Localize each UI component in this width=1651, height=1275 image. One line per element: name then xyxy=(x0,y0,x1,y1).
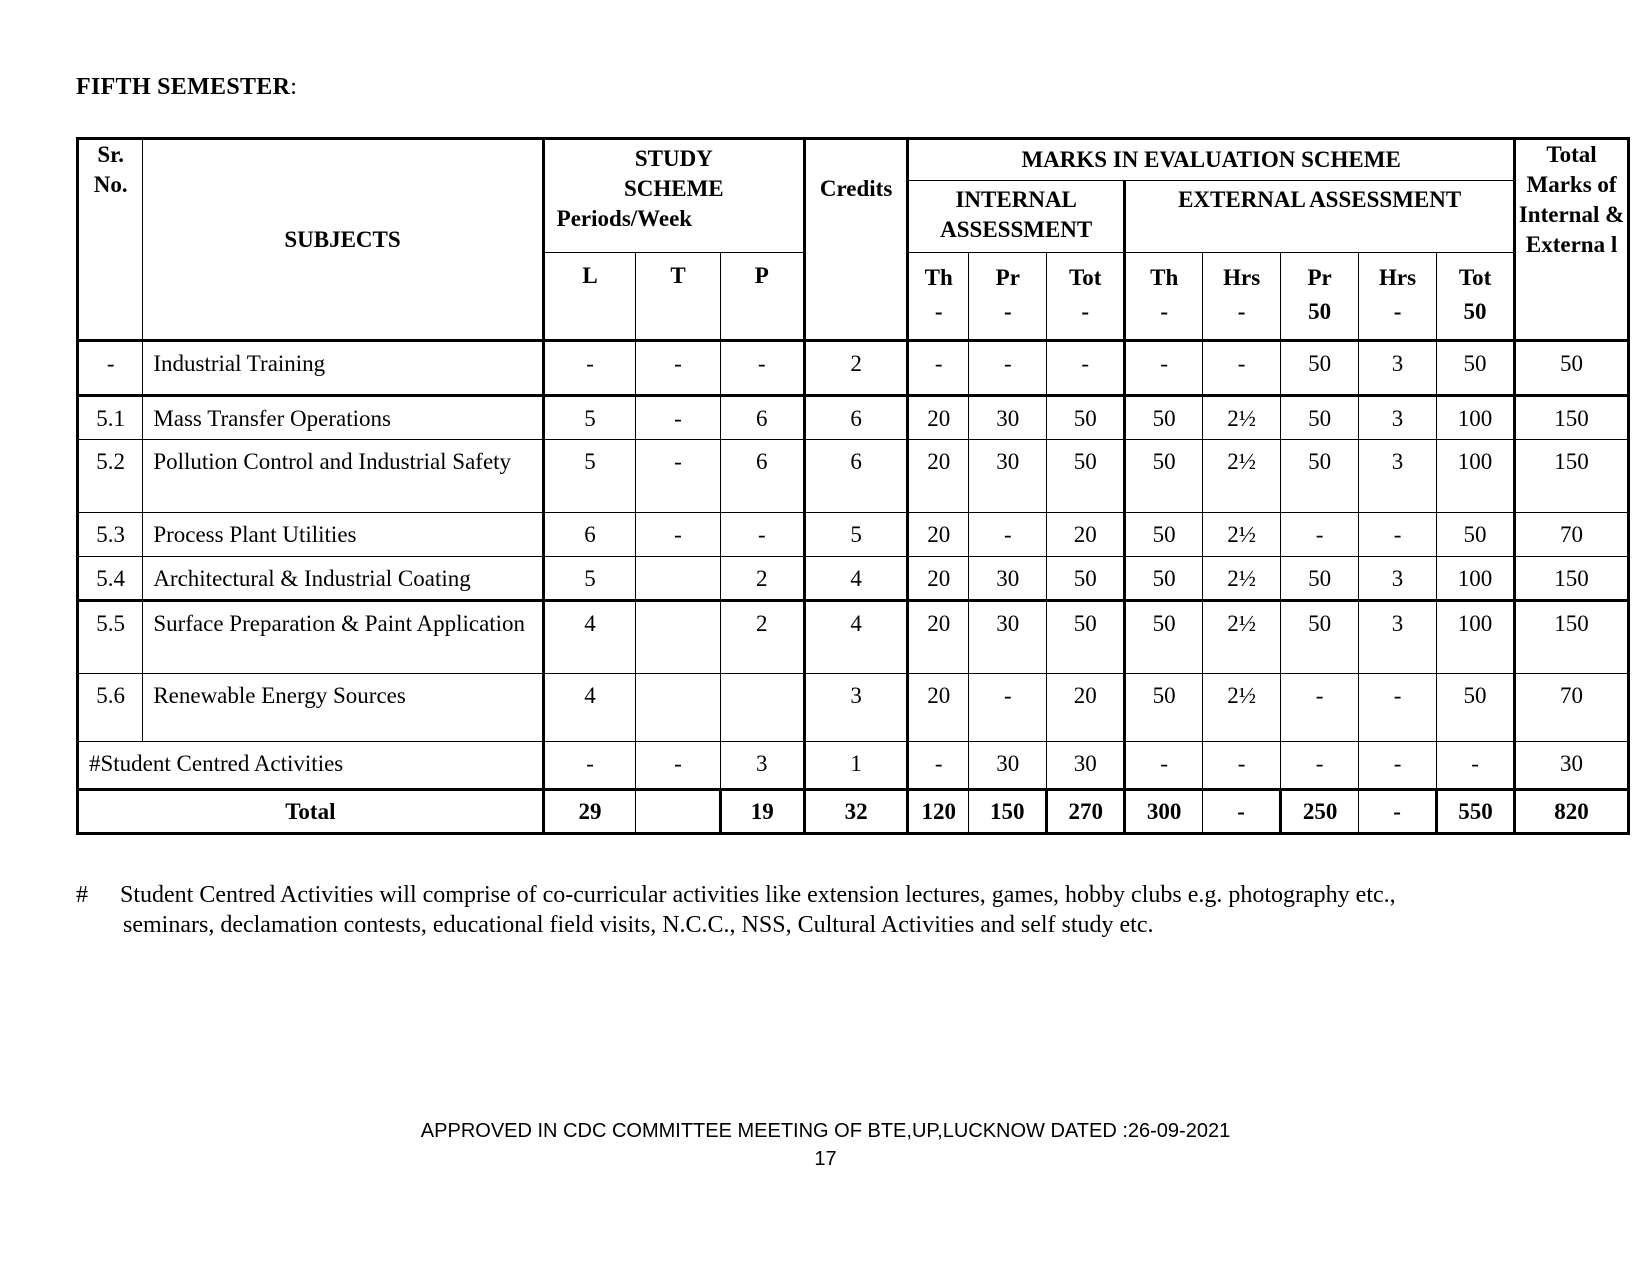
cell-sr: - xyxy=(78,341,143,396)
header-external-hrs-2 xyxy=(1359,253,1437,341)
footnote xyxy=(76,880,1556,940)
cell-p: 19 xyxy=(720,790,804,834)
cell-ext-tot: 100 xyxy=(1437,396,1515,440)
cell-t: - xyxy=(636,513,720,557)
header-internal-tot xyxy=(1047,253,1125,341)
footnote-line1: Student Centred Activities will comprise of co-curricular activities like extension lectures, games, hobby clubs e.g. photography etc., xyxy=(120,882,1396,908)
table-row xyxy=(78,557,1629,601)
cell-ext-th: 300 xyxy=(1125,790,1203,834)
cell-credits: 5 xyxy=(804,513,907,557)
cell-l: 4 xyxy=(543,601,636,674)
cell-ext-hrs2: - xyxy=(1359,674,1437,742)
header-external-hrs-max: - xyxy=(1237,299,1246,324)
cell-t xyxy=(636,674,720,742)
cell-subject: Surface Preparation & Paint Application xyxy=(143,601,543,674)
cell-ext-hrs: - xyxy=(1203,742,1281,790)
footnote-marker: # xyxy=(76,882,88,908)
semester-title: FIFTH SEMESTER xyxy=(76,74,291,100)
cell-sr: 5.6 xyxy=(78,674,143,742)
cell-p: 2 xyxy=(720,601,804,674)
cell-credits: 3 xyxy=(804,674,907,742)
cell-sr: 5.5 xyxy=(78,601,143,674)
cell-total-label: Total xyxy=(78,790,544,834)
cell-l: 6 xyxy=(543,513,636,557)
cell-subject: Process Plant Utilities xyxy=(143,513,543,557)
cell-ext-hrs: 2½ xyxy=(1203,440,1281,513)
header-internal-pr xyxy=(969,253,1047,341)
cell-total: 70 xyxy=(1515,513,1629,557)
cell-p: - xyxy=(720,341,804,396)
cell-t: - xyxy=(636,396,720,440)
header-external-hrs xyxy=(1203,253,1281,341)
cell-total: 150 xyxy=(1515,396,1629,440)
header-subjects: SUBJECTS xyxy=(143,139,543,341)
cell-sr: 5.2 xyxy=(78,440,143,513)
cell-ext-pr: 250 xyxy=(1281,790,1359,834)
heading-colon: : xyxy=(290,74,298,100)
cell-int-pr: - xyxy=(969,513,1047,557)
cell-ext-hrs: 2½ xyxy=(1203,674,1281,742)
header-external-hrs2-max: - xyxy=(1393,299,1402,324)
header-external-th xyxy=(1125,253,1203,341)
cell-total: 150 xyxy=(1515,601,1629,674)
cell-ext-hrs: - xyxy=(1203,341,1281,396)
cell-l: 5 xyxy=(543,396,636,440)
cell-ext-pr: - xyxy=(1281,742,1359,790)
header-external-pr-max: 50 xyxy=(1308,299,1332,324)
cell-t xyxy=(636,557,720,601)
cell-ext-hrs2: 3 xyxy=(1359,601,1437,674)
table-row xyxy=(78,341,1629,396)
table-body xyxy=(78,341,1629,834)
cell-ext-th: 50 xyxy=(1125,513,1203,557)
header-sr-no: Sr. No. xyxy=(78,139,143,341)
header-external-pr xyxy=(1281,253,1359,341)
cell-int-pr: 30 xyxy=(969,557,1047,601)
cell-int-tot: 30 xyxy=(1047,742,1125,790)
footnote-line2: seminars, declamation contests, educational field visits, N.C.C., NSS, Cultural Activities and self study etc. xyxy=(123,912,1154,938)
header-p: P xyxy=(720,253,804,341)
cell-int-th: - xyxy=(908,341,969,396)
cell-int-pr: 30 xyxy=(969,601,1047,674)
header-internal-th-label: Th xyxy=(924,265,953,290)
cell-ext-th: - xyxy=(1125,341,1203,396)
cell-ext-hrs2: - xyxy=(1359,513,1437,557)
evaluation-scheme-table xyxy=(76,137,1630,835)
cell-ext-th: 50 xyxy=(1125,396,1203,440)
cell-p: - xyxy=(720,513,804,557)
table-row xyxy=(78,601,1629,674)
cell-int-tot: 50 xyxy=(1047,396,1125,440)
cell-ext-tot: 550 xyxy=(1437,790,1515,834)
cell-ext-th: - xyxy=(1125,742,1203,790)
header-internal-th-max: - xyxy=(934,299,943,324)
cell-int-th: 20 xyxy=(908,513,969,557)
cell-ext-hrs2: 3 xyxy=(1359,440,1437,513)
cell-ext-tot: 100 xyxy=(1437,601,1515,674)
cell-ext-tot: 50 xyxy=(1437,513,1515,557)
cell-int-th: 20 xyxy=(908,674,969,742)
page-heading xyxy=(76,74,297,101)
cell-int-pr: 30 xyxy=(969,396,1047,440)
header-internal-pr-label: Pr xyxy=(995,265,1020,290)
cell-int-tot: 50 xyxy=(1047,557,1125,601)
cell-ext-th: 50 xyxy=(1125,601,1203,674)
cell-int-tot: - xyxy=(1047,341,1125,396)
cell-ext-pr: 50 xyxy=(1281,557,1359,601)
cell-ext-hrs: 2½ xyxy=(1203,396,1281,440)
cell-ext-hrs: 2½ xyxy=(1203,601,1281,674)
cell-t: - xyxy=(636,742,720,790)
header-credits: Credits xyxy=(804,139,907,341)
header-external-tot-max: 50 xyxy=(1463,299,1487,324)
header-internal-tot-max: - xyxy=(1081,299,1090,324)
header-internal-assessment: INTERNAL ASSESSMENT xyxy=(908,181,1125,253)
header-external-tot xyxy=(1437,253,1515,341)
header-external-hrs2-label: Hrs xyxy=(1379,265,1417,290)
table-row xyxy=(78,674,1629,742)
cell-p: 3 xyxy=(720,742,804,790)
header-total-marks: Total Marks of Internal & Externa l xyxy=(1515,139,1629,341)
cell-l: 5 xyxy=(543,557,636,601)
cell-l: - xyxy=(543,341,636,396)
cell-int-tot: 20 xyxy=(1047,513,1125,557)
cell-p: 6 xyxy=(720,440,804,513)
cell-int-tot: 50 xyxy=(1047,440,1125,513)
cell-int-pr: 30 xyxy=(969,440,1047,513)
cell-ext-th: 50 xyxy=(1125,557,1203,601)
cell-ext-pr: 50 xyxy=(1281,341,1359,396)
header-external-assessment: EXTERNAL ASSESSMENT xyxy=(1125,181,1515,253)
cell-int-th: 120 xyxy=(908,790,969,834)
header-l: L xyxy=(543,253,636,341)
cell-subject: #Student Centred Activities xyxy=(78,742,544,790)
cell-int-th: 20 xyxy=(908,396,969,440)
cell-ext-pr: 50 xyxy=(1281,440,1359,513)
cell-credits: 4 xyxy=(804,601,907,674)
cell-subject: Industrial Training xyxy=(143,341,543,396)
cell-int-th: 20 xyxy=(908,557,969,601)
header-study-scheme xyxy=(543,139,804,253)
cell-ext-tot: 50 xyxy=(1437,674,1515,742)
cell-ext-pr: 50 xyxy=(1281,396,1359,440)
header-external-th-label: Th xyxy=(1150,265,1179,290)
header-external-hrs-label: Hrs xyxy=(1223,265,1261,290)
header-study-line3: Periods/Week xyxy=(556,206,693,231)
cell-ext-th: 50 xyxy=(1125,440,1203,513)
header-marks-evaluation: MARKS IN EVALUATION SCHEME xyxy=(908,139,1515,181)
approval-footer: APPROVED IN CDC COMMITTEE MEETING OF BTE,UP,LUCKNOW DATED :26-09-2021 xyxy=(420,1120,1231,1142)
cell-l: - xyxy=(543,742,636,790)
cell-credits: 1 xyxy=(804,742,907,790)
cell-ext-hrs2: 3 xyxy=(1359,396,1437,440)
cell-total: 30 xyxy=(1515,742,1629,790)
cell-ext-tot: 100 xyxy=(1437,440,1515,513)
cell-ext-pr: - xyxy=(1281,674,1359,742)
cell-l: 4 xyxy=(543,674,636,742)
cell-subject: Pollution Control and Industrial Safety xyxy=(143,440,543,513)
cell-ext-pr: - xyxy=(1281,513,1359,557)
cell-p: 2 xyxy=(720,557,804,601)
header-external-tot-label: Tot xyxy=(1458,265,1492,290)
cell-total: 70 xyxy=(1515,674,1629,742)
cell-t xyxy=(636,601,720,674)
cell-ext-hrs2: 3 xyxy=(1359,341,1437,396)
cell-ext-tot: - xyxy=(1437,742,1515,790)
cell-p: 6 xyxy=(720,396,804,440)
cell-l: 5 xyxy=(543,440,636,513)
cell-total: 150 xyxy=(1515,557,1629,601)
cell-sr: 5.1 xyxy=(78,396,143,440)
cell-credits: 2 xyxy=(804,341,907,396)
cell-sr: 5.3 xyxy=(78,513,143,557)
header-external-pr-label: Pr xyxy=(1307,265,1332,290)
cell-sr: 5.4 xyxy=(78,557,143,601)
cell-int-pr: 30 xyxy=(969,742,1047,790)
cell-t xyxy=(636,790,720,834)
cell-t: - xyxy=(636,440,720,513)
cell-ext-hrs2: - xyxy=(1359,742,1437,790)
cell-int-tot: 20 xyxy=(1047,674,1125,742)
cell-int-pr: 150 xyxy=(969,790,1047,834)
cell-total: 50 xyxy=(1515,341,1629,396)
cell-int-th: 20 xyxy=(908,440,969,513)
header-study-line2: SCHEME xyxy=(623,176,724,201)
cell-ext-hrs: 2½ xyxy=(1203,513,1281,557)
cell-int-tot: 270 xyxy=(1047,790,1125,834)
header-external-th-max: - xyxy=(1160,299,1169,324)
cell-subject: Mass Transfer Operations xyxy=(143,396,543,440)
header-internal-tot-label: Tot xyxy=(1069,265,1102,290)
cell-l: 29 xyxy=(543,790,636,834)
cell-int-pr: - xyxy=(969,341,1047,396)
cell-int-pr: - xyxy=(969,674,1047,742)
cell-ext-th: 50 xyxy=(1125,674,1203,742)
table-row xyxy=(78,440,1629,513)
cell-t: - xyxy=(636,341,720,396)
table-row xyxy=(78,396,1629,440)
page-number: 17 xyxy=(814,1148,837,1170)
cell-ext-pr: 50 xyxy=(1281,601,1359,674)
header-internal-th xyxy=(908,253,969,341)
cell-ext-tot: 100 xyxy=(1437,557,1515,601)
header-internal-pr-max: - xyxy=(1003,299,1012,324)
cell-credits: 6 xyxy=(804,440,907,513)
cell-total: 820 xyxy=(1515,790,1629,834)
cell-int-tot: 50 xyxy=(1047,601,1125,674)
cell-subject: Renewable Energy Sources xyxy=(143,674,543,742)
cell-p xyxy=(720,674,804,742)
cell-int-th: - xyxy=(908,742,969,790)
cell-credits: 32 xyxy=(804,790,907,834)
header-t: T xyxy=(636,253,720,341)
cell-credits: 6 xyxy=(804,396,907,440)
table-row-student-activities xyxy=(78,742,1629,790)
cell-credits: 4 xyxy=(804,557,907,601)
table-row-total xyxy=(78,790,1629,834)
cell-ext-tot: 50 xyxy=(1437,341,1515,396)
cell-ext-hrs: - xyxy=(1203,790,1281,834)
cell-ext-hrs2: - xyxy=(1359,790,1437,834)
header-study-line1: STUDY xyxy=(634,146,713,171)
cell-ext-hrs: 2½ xyxy=(1203,557,1281,601)
cell-subject: Architectural & Industrial Coating xyxy=(143,557,543,601)
cell-int-th: 20 xyxy=(908,601,969,674)
cell-total: 150 xyxy=(1515,440,1629,513)
cell-ext-hrs2: 3 xyxy=(1359,557,1437,601)
table-row xyxy=(78,513,1629,557)
